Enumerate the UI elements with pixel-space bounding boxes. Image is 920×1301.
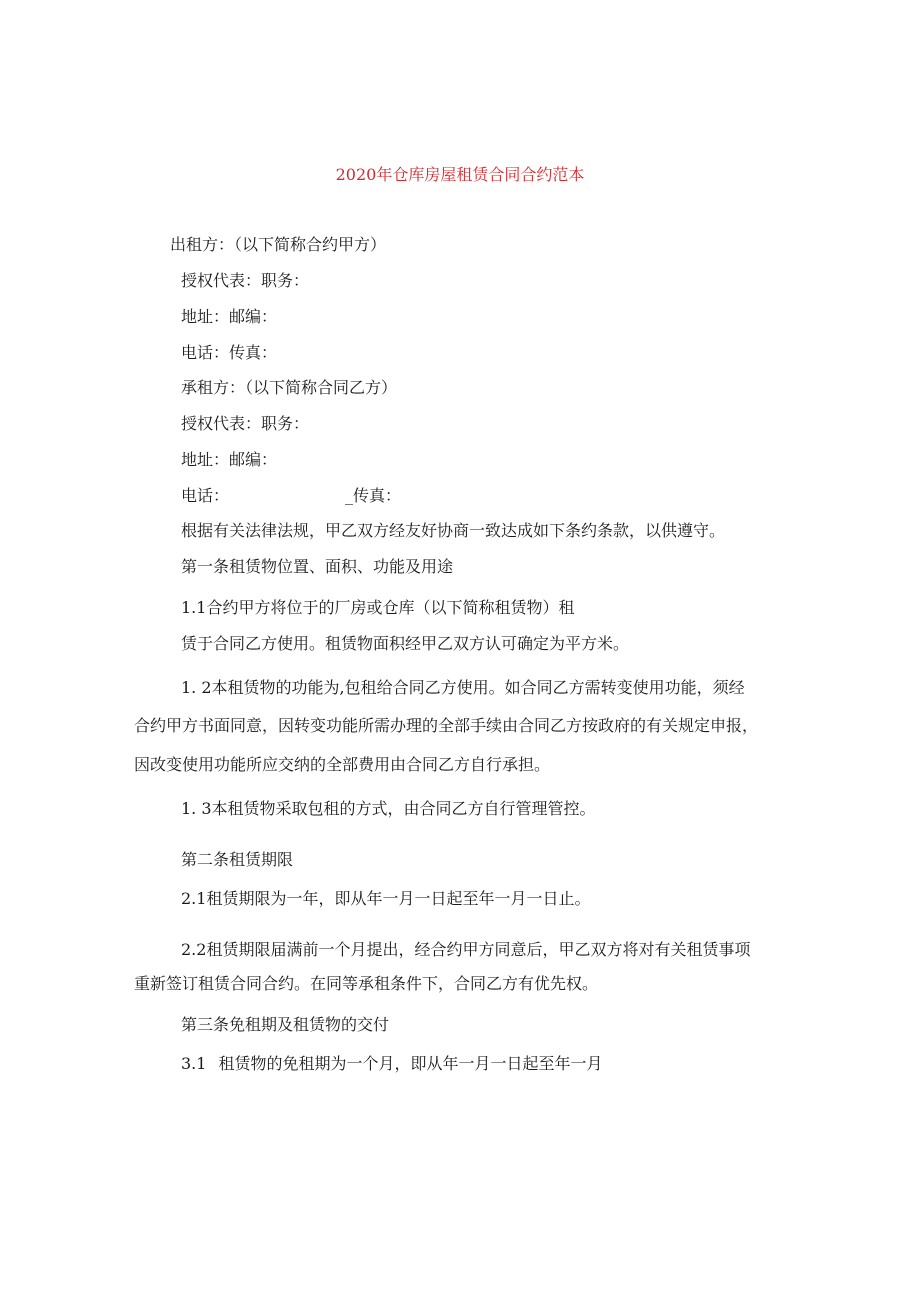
lessor-line: 出租方：（以下简称合约甲方） bbox=[170, 235, 387, 254]
clause-1-2-line-2: 合约甲方书面同意，因转变功能所需办理的全部手续由合同乙方按政府的有关规定申报， bbox=[134, 716, 759, 735]
clause-2-2-line-2: 重新签订租赁合同合约。在同等承租条件下，合同乙方有优先权。 bbox=[134, 974, 599, 993]
lessee-phone-label: 电话： bbox=[181, 486, 230, 505]
clause-1-1-line-1: 1.1合约甲方将位于的厂房或仓库（以下简称租赁物）租 bbox=[181, 598, 575, 617]
lessor-phone-line: 电话：传真： bbox=[181, 343, 278, 362]
article-2-heading: 第二条租赁期限 bbox=[181, 850, 294, 869]
clause-1-3: 1. 3本租赁物采取包租的方式，由合同乙方自行管理管控。 bbox=[181, 799, 596, 818]
preamble-paragraph: 根据有关法律法规，甲乙双方经友好协商一致达成如下条约条款，以供遵守。 bbox=[181, 521, 726, 540]
lessee-rep-line: 授权代表：职务： bbox=[181, 414, 310, 433]
lessee-address-line: 地址：邮编： bbox=[181, 450, 278, 469]
article-1-heading: 第一条租赁物位置、面积、功能及用途 bbox=[181, 557, 454, 576]
page-title: 2020年仓库房屋租赁合同合约范本 bbox=[335, 165, 585, 184]
lessee-line: 承租方：（以下简称合同乙方） bbox=[181, 378, 398, 397]
lessor-address-line: 地址：邮编： bbox=[181, 307, 278, 326]
clause-1-2-line-3: 因改变使用功能所应交纳的全部费用由合同乙方自行承担。 bbox=[134, 755, 551, 774]
clause-3-1-text: 租赁物的免租期为一个月，即从年一月一日起至年一月 bbox=[218, 1054, 603, 1073]
clause-1-2-line-1: 1. 2本租赁物的功能为,包租给合同乙方使用。如合同乙方需转变使用功能，须经 bbox=[181, 678, 745, 697]
article-3-heading: 第三条免租期及租赁物的交付 bbox=[181, 1015, 390, 1034]
clause-1-1-line-2: 赁于合同乙方使用。租赁物面积经甲乙双方认可确定为平方米。 bbox=[181, 634, 630, 653]
clause-3-1 bbox=[181, 1053, 602, 1075]
lessee-fax-label: _传真： bbox=[345, 486, 402, 505]
clause-2-2-line-1: 2.2租赁期限届满前一个月提出，经合约甲方同意后，甲乙双方将对有关租赁事项 bbox=[181, 940, 751, 959]
lessor-rep-line: 授权代表：职务： bbox=[181, 271, 310, 290]
lessee-phone-line bbox=[181, 485, 401, 507]
clause-3-1-number: 3.1 bbox=[181, 1054, 207, 1073]
clause-2-1: 2.1租赁期限为一年，即从年一月一日起至年一月一日止。 bbox=[181, 889, 591, 908]
